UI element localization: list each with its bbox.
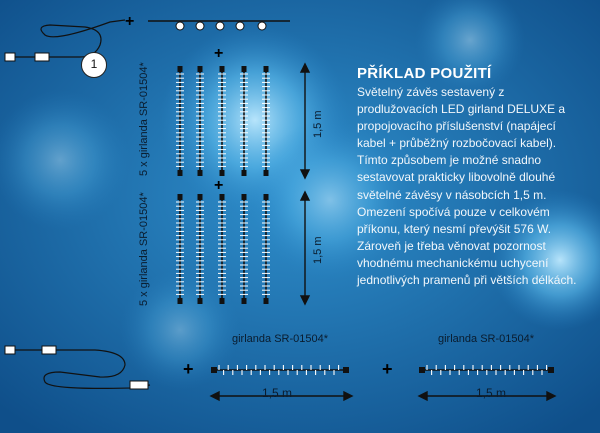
dimension-arrow-vertical-top	[301, 64, 309, 178]
curtain-top-strand-2	[196, 66, 204, 176]
curtain-label-top: 5 x girlanda SR-01504*	[138, 62, 150, 176]
power-cable-top	[15, 20, 125, 57]
dimension-label-vertical-top: 1,5 m	[312, 110, 324, 138]
dimension-label-horizontal-1: 1,5 m	[262, 386, 293, 400]
transformer-top	[35, 53, 49, 61]
curtain-strands-top	[176, 66, 270, 176]
svg-text:+: +	[214, 177, 224, 194]
garland-label-2: girlanda SR-01504*	[438, 333, 535, 345]
curtain-top-strand-3	[218, 66, 226, 176]
curtain-bottom-strand-4	[240, 194, 248, 304]
garland-horizontal-2	[419, 365, 554, 375]
curtain-top-strand-5	[262, 66, 270, 176]
description-paragraph: Světelný závěs sestavený z prodlužovacích LED girland DELUXE a propojovacího příslušenství (napájecí kabel + průběžný rozbočovací kabel). Tímto způsobem je možné snadno sestavovat prakticky libovolně dlouhé světelné závěsy v násobcích 1,5 m. Omezení spočívá pouze v celkovém příkonu, který nesmí převýšit 576 W. Zároveň je třeba věnovat pozornost vhodnému mechanickému uchycení jednotlivých pramenů při větších délkách.	[357, 85, 577, 288]
connector-bottom	[130, 381, 148, 389]
curtain-bottom-strand-5	[262, 194, 270, 304]
garland-label-1: girlanda SR-01504*	[232, 333, 329, 345]
svg-text:+: +	[382, 359, 393, 379]
distribution-bar	[125, 13, 290, 30]
curtain-strands-bottom	[176, 194, 270, 304]
dimension-label-horizontal-2: 1,5 m	[476, 386, 507, 400]
curtain-bottom-strand-3	[218, 194, 226, 304]
curtain-top-strand-4	[240, 66, 248, 176]
callout-number-badge: 1	[81, 52, 107, 78]
dimension-label-vertical-bottom: 1,5 m	[312, 236, 324, 264]
curtain-top-strand-1	[176, 66, 184, 176]
curtain-label-bottom: 5 x girlanda SR-01504*	[138, 192, 150, 306]
plug-bottom	[5, 346, 15, 354]
svg-text:+: +	[214, 45, 224, 62]
garland-horizontal-1	[211, 365, 349, 375]
plug-top	[5, 53, 15, 61]
curtain-bottom-strand-1	[176, 194, 184, 304]
transformer-bottom	[42, 346, 56, 354]
svg-text:+: +	[125, 13, 135, 30]
svg-text:+: +	[183, 359, 194, 379]
curtain-bottom-strand-2	[196, 194, 204, 304]
dimension-arrow-vertical-bottom	[301, 192, 309, 304]
section-title: PŘÍKLAD POUŽITÍ	[357, 65, 492, 82]
